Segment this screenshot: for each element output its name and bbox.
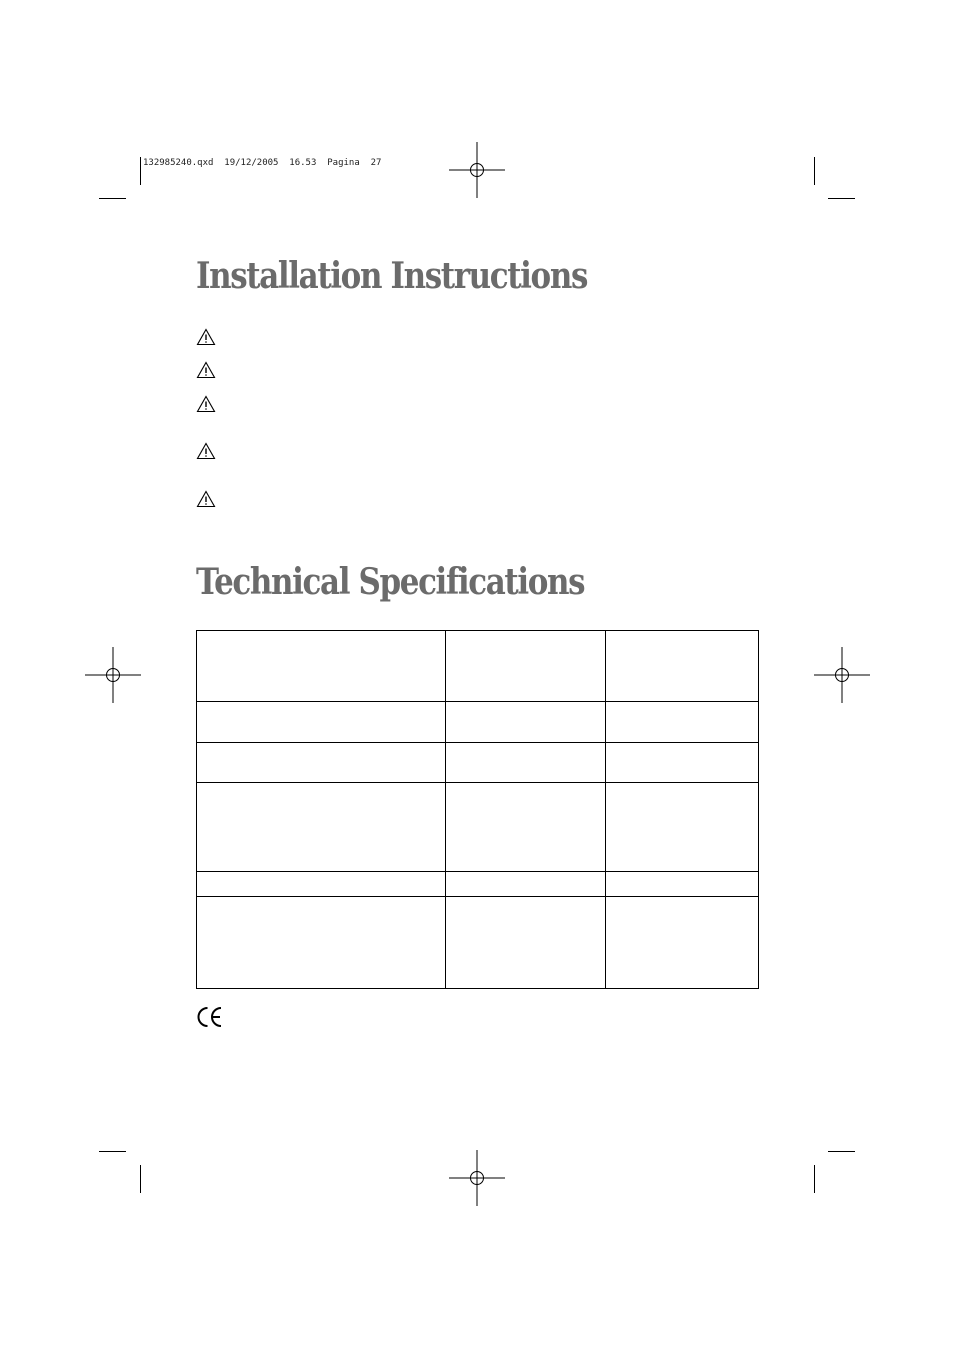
registration-mark-top-icon bbox=[449, 142, 505, 198]
warning-triangle-icon bbox=[196, 328, 216, 346]
ce-mark-icon bbox=[196, 1006, 224, 1028]
registration-mark-bottom-icon bbox=[449, 1150, 505, 1206]
table-cell bbox=[606, 631, 759, 702]
crop-mark-bottom-left-vertical bbox=[140, 1165, 141, 1193]
installation-instructions-heading: Installation Instructions bbox=[196, 255, 588, 297]
crop-mark-top-left-horizontal bbox=[99, 198, 126, 199]
table-cell bbox=[197, 702, 446, 743]
table-row bbox=[197, 783, 759, 872]
technical-specifications-heading: Technical Specifications bbox=[196, 561, 585, 603]
table-cell bbox=[197, 783, 446, 872]
warning-triangle-icon bbox=[196, 395, 216, 413]
crop-mark-bottom-left-horizontal bbox=[99, 1151, 126, 1152]
crop-mark-top-left-vertical bbox=[140, 157, 141, 185]
table-cell bbox=[446, 702, 606, 743]
registration-mark-left-icon bbox=[85, 647, 141, 703]
table-cell bbox=[606, 702, 759, 743]
crop-mark-bottom-right-horizontal bbox=[828, 1151, 855, 1152]
registration-mark-right-icon bbox=[814, 647, 870, 703]
table-cell bbox=[446, 631, 606, 702]
table-row bbox=[197, 897, 759, 989]
table-cell bbox=[606, 743, 759, 783]
crop-mark-top-right-vertical bbox=[814, 157, 815, 185]
table-cell bbox=[446, 897, 606, 989]
print-slug-line: 132985240.qxd 19/12/2005 16.53 Pagina 27 bbox=[143, 158, 382, 168]
table-cell bbox=[197, 631, 446, 702]
warning-triangle-icon bbox=[196, 361, 216, 379]
table-cell bbox=[606, 897, 759, 989]
table-cell bbox=[446, 743, 606, 783]
table-cell bbox=[446, 783, 606, 872]
table-row bbox=[197, 631, 759, 702]
technical-specifications-table bbox=[196, 630, 759, 989]
table-row bbox=[197, 872, 759, 897]
table-row bbox=[197, 702, 759, 743]
table-row bbox=[197, 743, 759, 783]
table-cell bbox=[606, 783, 759, 872]
table-cell bbox=[606, 872, 759, 897]
table-cell bbox=[446, 872, 606, 897]
warning-triangle-icon bbox=[196, 490, 216, 508]
crop-mark-top-right-horizontal bbox=[828, 198, 855, 199]
crop-mark-bottom-right-vertical bbox=[814, 1165, 815, 1193]
table-cell bbox=[197, 897, 446, 989]
table-cell bbox=[197, 872, 446, 897]
table-cell bbox=[197, 743, 446, 783]
warning-triangle-icon bbox=[196, 442, 216, 460]
